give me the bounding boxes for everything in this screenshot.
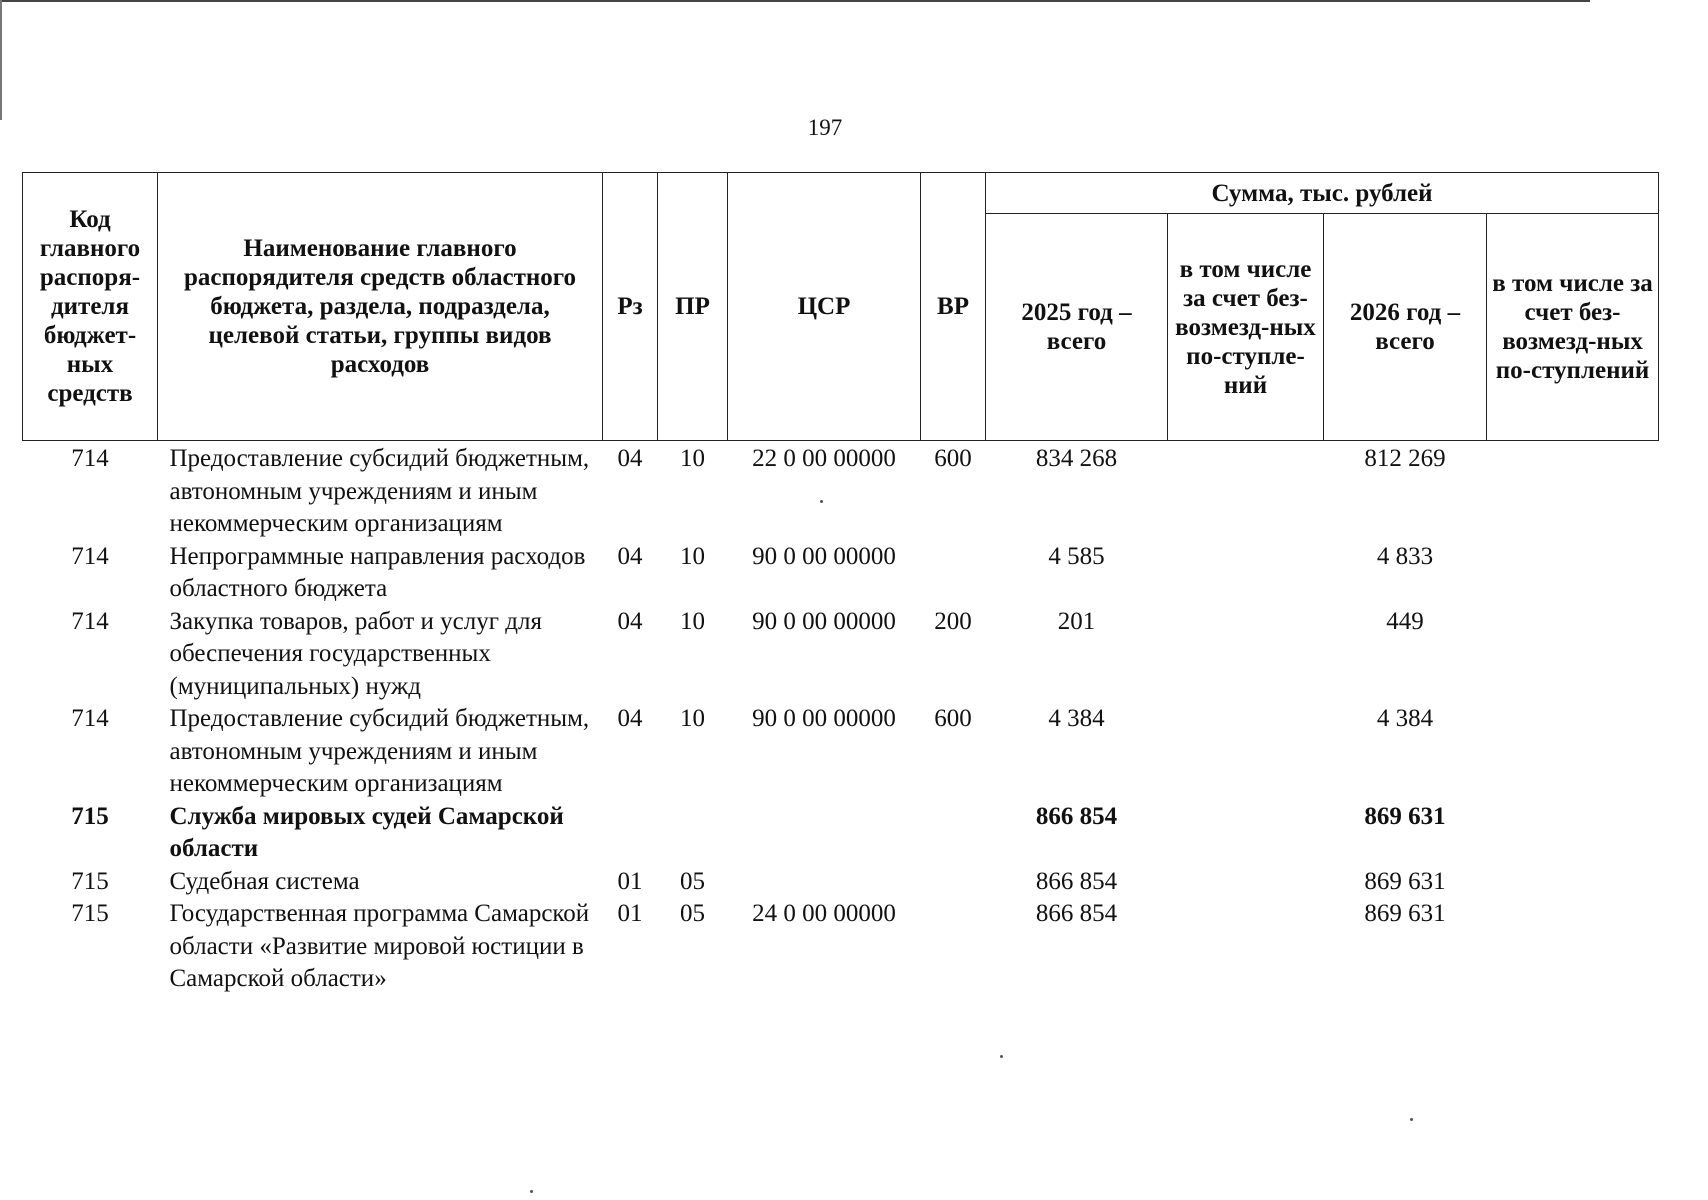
cell-2026-free: [1487, 541, 1659, 606]
cell-vr: 200: [934, 607, 972, 635]
table-row: [23, 541, 1659, 606]
cell-name: Закупка товаров, работ и услуг для обеспечения государственных (муниципальных) нужд: [169, 607, 542, 700]
cell-vr: [921, 866, 986, 899]
cell-vr: [921, 541, 986, 606]
cell-code: 715: [71, 802, 109, 830]
cell-vr: 600: [934, 445, 972, 472]
cell-code: 714: [71, 607, 109, 635]
cell-vr: [921, 898, 986, 996]
cell-csr: 90 0 00 00000: [752, 607, 896, 635]
cell-2025-total: 866 854: [1035, 900, 1118, 927]
cell-name: Государственная программа Самарской области «Развитие мировой юстиции в Самарской области»: [169, 900, 590, 992]
header-code: Код главного распоря-дителя бюджет-ных средств: [23, 173, 158, 441]
cell-name: Предоставление субсидий бюджетным, автономным учреждениям и иным некоммерческим организациям: [169, 705, 590, 797]
cell-pr: 10: [680, 607, 705, 635]
table-row: [23, 441, 1659, 541]
table-row: [23, 898, 1659, 996]
cell-2025-total: 201: [1057, 607, 1096, 635]
table-row: [23, 606, 1659, 704]
cell-2025-total: 4 384: [1048, 705, 1105, 732]
table-row: [23, 703, 1659, 801]
cell-2025-total: 866 854: [1035, 802, 1118, 830]
header-2025-free: в том числе за счет без-возмезд-ных по-ступле-ний: [1168, 214, 1324, 441]
cell-pr: 05: [680, 867, 705, 895]
cell-rz: 01: [617, 867, 643, 895]
header-2026-total: 2026 год – всего: [1324, 214, 1487, 441]
cell-rz: [603, 801, 658, 866]
cell-2025-free: [1168, 866, 1324, 899]
header-rz: Рз: [603, 173, 658, 441]
cell-pr: 10: [680, 705, 705, 732]
cell-2026-free: [1487, 606, 1659, 704]
cell-2026-total: 812 269: [1364, 445, 1446, 472]
table-row: [23, 866, 1659, 899]
cell-rz: 04: [617, 705, 643, 732]
cell-code: 715: [71, 900, 109, 927]
cell-2025-total: 866 854: [1035, 867, 1118, 895]
cell-name: Судебная система: [169, 867, 360, 895]
cell-2025-free: [1168, 898, 1324, 996]
cell-code: 715: [71, 867, 109, 895]
cell-2026-total: 449: [1386, 607, 1424, 635]
scan-left-border: [0, 0, 2, 120]
cell-csr: 90 0 00 00000: [752, 705, 896, 732]
cell-csr: 90 0 00 00000: [752, 542, 896, 570]
cell-rz: 04: [617, 607, 643, 635]
cell-name: Непрограммные направления расходов областного бюджета: [169, 542, 586, 602]
cell-code: 714: [71, 445, 109, 472]
cell-rz: 04: [617, 445, 643, 472]
cell-2025-free: [1168, 703, 1324, 801]
page-number: 197: [807, 115, 843, 140]
header-2026-free: в том числе за счет без-возмезд-ных по-ступлений: [1487, 214, 1659, 441]
cell-2025-free: [1168, 801, 1324, 866]
cell-csr: 24 0 00 00000: [752, 900, 896, 927]
cell-2026-free: [1487, 441, 1659, 541]
cell-pr: 05: [680, 900, 705, 927]
cell-2026-total: 869 631: [1364, 867, 1446, 895]
cell-2025-total: 4 585: [1048, 542, 1105, 570]
cell-2025-total: 834 268: [1035, 445, 1118, 472]
cell-2026-free: [1487, 898, 1659, 996]
cell-rz: 01: [617, 900, 643, 927]
cell-name: Предоставление субсидий бюджетным, автономным учреждениям и иным некоммерческим организациям: [169, 445, 590, 537]
cell-2025-free: [1168, 441, 1324, 541]
scan-speck: [1000, 1055, 1003, 1058]
cell-2026-total: 4 384: [1376, 705, 1434, 732]
cell-csr: 22 0 00 00000: [752, 445, 896, 472]
table-row-summary: [23, 801, 1659, 866]
header-2025-total: 2025 год – всего: [986, 214, 1168, 441]
table-header: [23, 173, 1659, 441]
budget-table: [22, 172, 1659, 996]
cell-2026-total: 869 631: [1364, 802, 1446, 830]
table-body: [23, 441, 1659, 996]
header-name: Наименование главного распорядителя средств областного бюджета, раздела, подраздела, целевой статьи, группы видов расходов: [158, 173, 603, 441]
cell-vr: 600: [934, 705, 972, 732]
cell-2026-total: 4 833: [1376, 542, 1434, 570]
cell-vr: [921, 801, 986, 866]
cell-2026-total: 869 631: [1364, 900, 1446, 927]
header-sum-group: Сумма, тыс. рублей: [986, 173, 1659, 214]
scan-speck: [820, 500, 823, 503]
cell-2026-free: [1487, 866, 1659, 899]
cell-code: 714: [71, 705, 109, 732]
header-csr: ЦСР: [728, 173, 921, 441]
cell-pr: 10: [680, 542, 705, 570]
header-pr: ПР: [658, 173, 728, 441]
cell-csr: [728, 866, 921, 899]
cell-code: 714: [71, 542, 109, 570]
scan-top-border: [0, 0, 1590, 2]
cell-name: Служба мировых судей Самарской области: [169, 802, 564, 862]
cell-2025-free: [1168, 606, 1324, 704]
cell-2026-free: [1487, 801, 1659, 866]
cell-rz: 04: [617, 542, 643, 570]
cell-pr: [658, 801, 728, 866]
scan-speck: [1410, 1118, 1413, 1121]
cell-pr: 10: [680, 445, 705, 472]
header-vr: ВР: [921, 173, 986, 441]
cell-csr: [728, 801, 921, 866]
scan-speck: [530, 1190, 533, 1193]
cell-2026-free: [1487, 703, 1659, 801]
cell-2025-free: [1168, 541, 1324, 606]
